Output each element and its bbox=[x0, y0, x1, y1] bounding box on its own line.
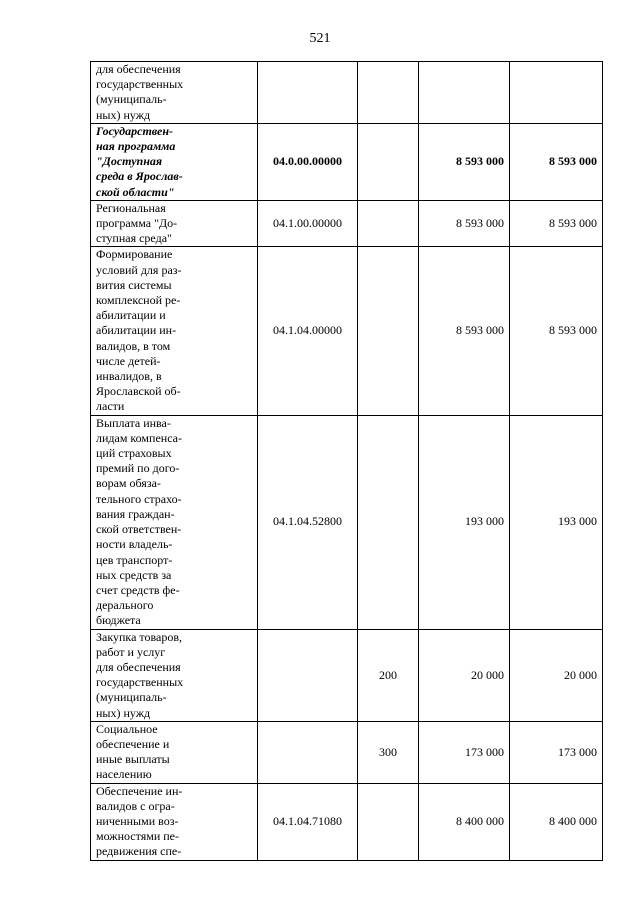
expense-name-line: среда в Ярослав- bbox=[96, 169, 183, 184]
amount-year1-cell: 8 593 000 bbox=[419, 200, 510, 247]
expense-name-line: абилитации и bbox=[96, 308, 166, 323]
amount-year2-cell: 8 593 000 bbox=[510, 200, 603, 247]
table-row bbox=[91, 123, 603, 200]
target-code-cell bbox=[258, 62, 358, 124]
expense-name-line: ности владель- bbox=[96, 537, 173, 552]
amount-year2-cell: 8 593 000 bbox=[510, 247, 603, 415]
table-row bbox=[91, 721, 603, 783]
amount-year2-cell: 20 000 bbox=[510, 629, 603, 721]
expense-name-line: работ и услуг bbox=[96, 644, 166, 659]
expense-name-line: инвалидов, в bbox=[96, 369, 162, 384]
expense-name-line: ласти bbox=[96, 399, 125, 414]
expense-name-line: Социальное bbox=[96, 721, 158, 736]
expense-name-line: ций страховых bbox=[96, 446, 172, 461]
expense-name-line: лидам компенса- bbox=[96, 430, 182, 445]
expense-type-cell: 300 bbox=[358, 721, 419, 783]
amount-year1-cell: 8 593 000 bbox=[419, 247, 510, 415]
expense-name-line: для обеспечения bbox=[96, 62, 181, 76]
expense-type-cell: 200 bbox=[358, 629, 419, 721]
expense-name-line: (муниципаль- bbox=[96, 92, 167, 107]
amount-year1-cell: 193 000 bbox=[419, 415, 510, 629]
target-code-cell: 04.1.04.52800 bbox=[258, 415, 358, 629]
page-number: 521 bbox=[309, 31, 331, 46]
expense-name-cell bbox=[91, 200, 258, 247]
expense-name-cell bbox=[91, 783, 258, 860]
expense-name-line: цев транспорт- bbox=[96, 552, 173, 567]
expense-name-line: населению bbox=[96, 767, 152, 782]
expense-name-line: условий для раз- bbox=[96, 262, 182, 277]
target-code-cell: 04.1.04.71080 bbox=[258, 783, 358, 860]
expense-name-line: вания граждан- bbox=[96, 506, 175, 521]
amount-year1-cell: 8 400 000 bbox=[419, 783, 510, 860]
amount-year2-cell bbox=[510, 62, 603, 124]
expense-name-line: государственных bbox=[96, 675, 184, 690]
expense-name-line: бюджета bbox=[96, 613, 141, 628]
amount-year1-cell: 20 000 bbox=[419, 629, 510, 721]
expense-name-line: счет средств фе- bbox=[96, 582, 180, 597]
expense-type-cell bbox=[358, 62, 419, 124]
target-code-cell: 04.1.00.00000 bbox=[258, 200, 358, 247]
expense-name-line: вития системы bbox=[96, 277, 172, 292]
expense-type-cell bbox=[358, 783, 419, 860]
expense-name-line: Обеспечение ин- bbox=[96, 783, 183, 798]
expense-name-line: Региональная bbox=[96, 200, 166, 215]
table-row bbox=[91, 200, 603, 247]
amount-year2-cell: 8 400 000 bbox=[510, 783, 603, 860]
expense-name-line: Государствен- bbox=[96, 123, 173, 138]
table-row bbox=[91, 629, 603, 721]
expense-name-cell bbox=[91, 415, 258, 629]
target-code-cell bbox=[258, 721, 358, 783]
target-code-cell: 04.0.00.00000 bbox=[258, 123, 358, 200]
target-code-cell bbox=[258, 629, 358, 721]
amount-year1-cell: 8 593 000 bbox=[419, 123, 510, 200]
expense-name-cell bbox=[91, 629, 258, 721]
expense-name-line: государственных bbox=[96, 77, 184, 92]
expense-name-cell bbox=[91, 123, 258, 200]
amount-year2-cell: 173 000 bbox=[510, 721, 603, 783]
table-row bbox=[91, 783, 603, 860]
amount-year1-cell bbox=[419, 62, 510, 124]
expense-name-line: дерального bbox=[96, 598, 154, 613]
table-row bbox=[91, 247, 603, 415]
expense-name-line: числе детей- bbox=[96, 353, 161, 368]
expense-type-cell bbox=[358, 123, 419, 200]
expense-name-line: ных) нужд bbox=[96, 705, 151, 720]
target-code-cell: 04.1.04.00000 bbox=[258, 247, 358, 415]
budget-table bbox=[90, 61, 603, 861]
expense-type-cell bbox=[358, 200, 419, 247]
expense-name-cell bbox=[91, 721, 258, 783]
expense-name-line: иные выплаты bbox=[96, 752, 170, 767]
amount-year1-cell: 173 000 bbox=[419, 721, 510, 783]
expense-name-line: комплексной ре- bbox=[96, 293, 181, 308]
expense-name-line: ных средств за bbox=[96, 567, 172, 582]
expense-name-line: Выплата инва- bbox=[96, 415, 171, 430]
expense-name-line: ской области" bbox=[96, 184, 175, 199]
expense-name-line: редвижения спе- bbox=[96, 844, 182, 859]
expense-name-line: "Доступная bbox=[96, 154, 163, 169]
expense-name-line: Формирование bbox=[96, 247, 173, 262]
table-row bbox=[91, 62, 603, 124]
expense-name-line: программа "До- bbox=[96, 216, 178, 231]
expense-name-line: валидов с огра- bbox=[96, 798, 175, 813]
expense-name-line: ных) нужд bbox=[96, 107, 151, 122]
expense-name-cell bbox=[91, 247, 258, 415]
expense-name-line: валидов, в том bbox=[96, 338, 171, 353]
expense-name-line: ниченными воз- bbox=[96, 813, 179, 828]
expense-name-cell bbox=[91, 62, 258, 124]
expense-type-cell bbox=[358, 415, 419, 629]
expense-name-line: абилитации ин- bbox=[96, 323, 177, 338]
expense-name-line: (муниципаль- bbox=[96, 690, 167, 705]
expense-name-line: для обеспечения bbox=[96, 659, 181, 674]
expense-name-line: ворам обяза- bbox=[96, 476, 161, 491]
table-row bbox=[91, 415, 603, 629]
expense-name-line: Ярославской об- bbox=[96, 384, 181, 399]
expense-name-line: обеспечение и bbox=[96, 736, 170, 751]
expense-name-line: ступная среда" bbox=[96, 231, 172, 246]
expense-name-line: Закупка товаров, bbox=[96, 629, 182, 644]
expense-name-line: премий по дого- bbox=[96, 461, 180, 476]
expense-name-line: можностями пе- bbox=[96, 829, 179, 844]
expense-type-cell bbox=[358, 247, 419, 415]
expense-name-line: тельного страхо- bbox=[96, 491, 182, 506]
expense-name-line: ная программа bbox=[96, 139, 176, 154]
amount-year2-cell: 193 000 bbox=[510, 415, 603, 629]
expense-name-line: ской ответствен- bbox=[96, 522, 182, 537]
amount-year2-cell: 8 593 000 bbox=[510, 123, 603, 200]
